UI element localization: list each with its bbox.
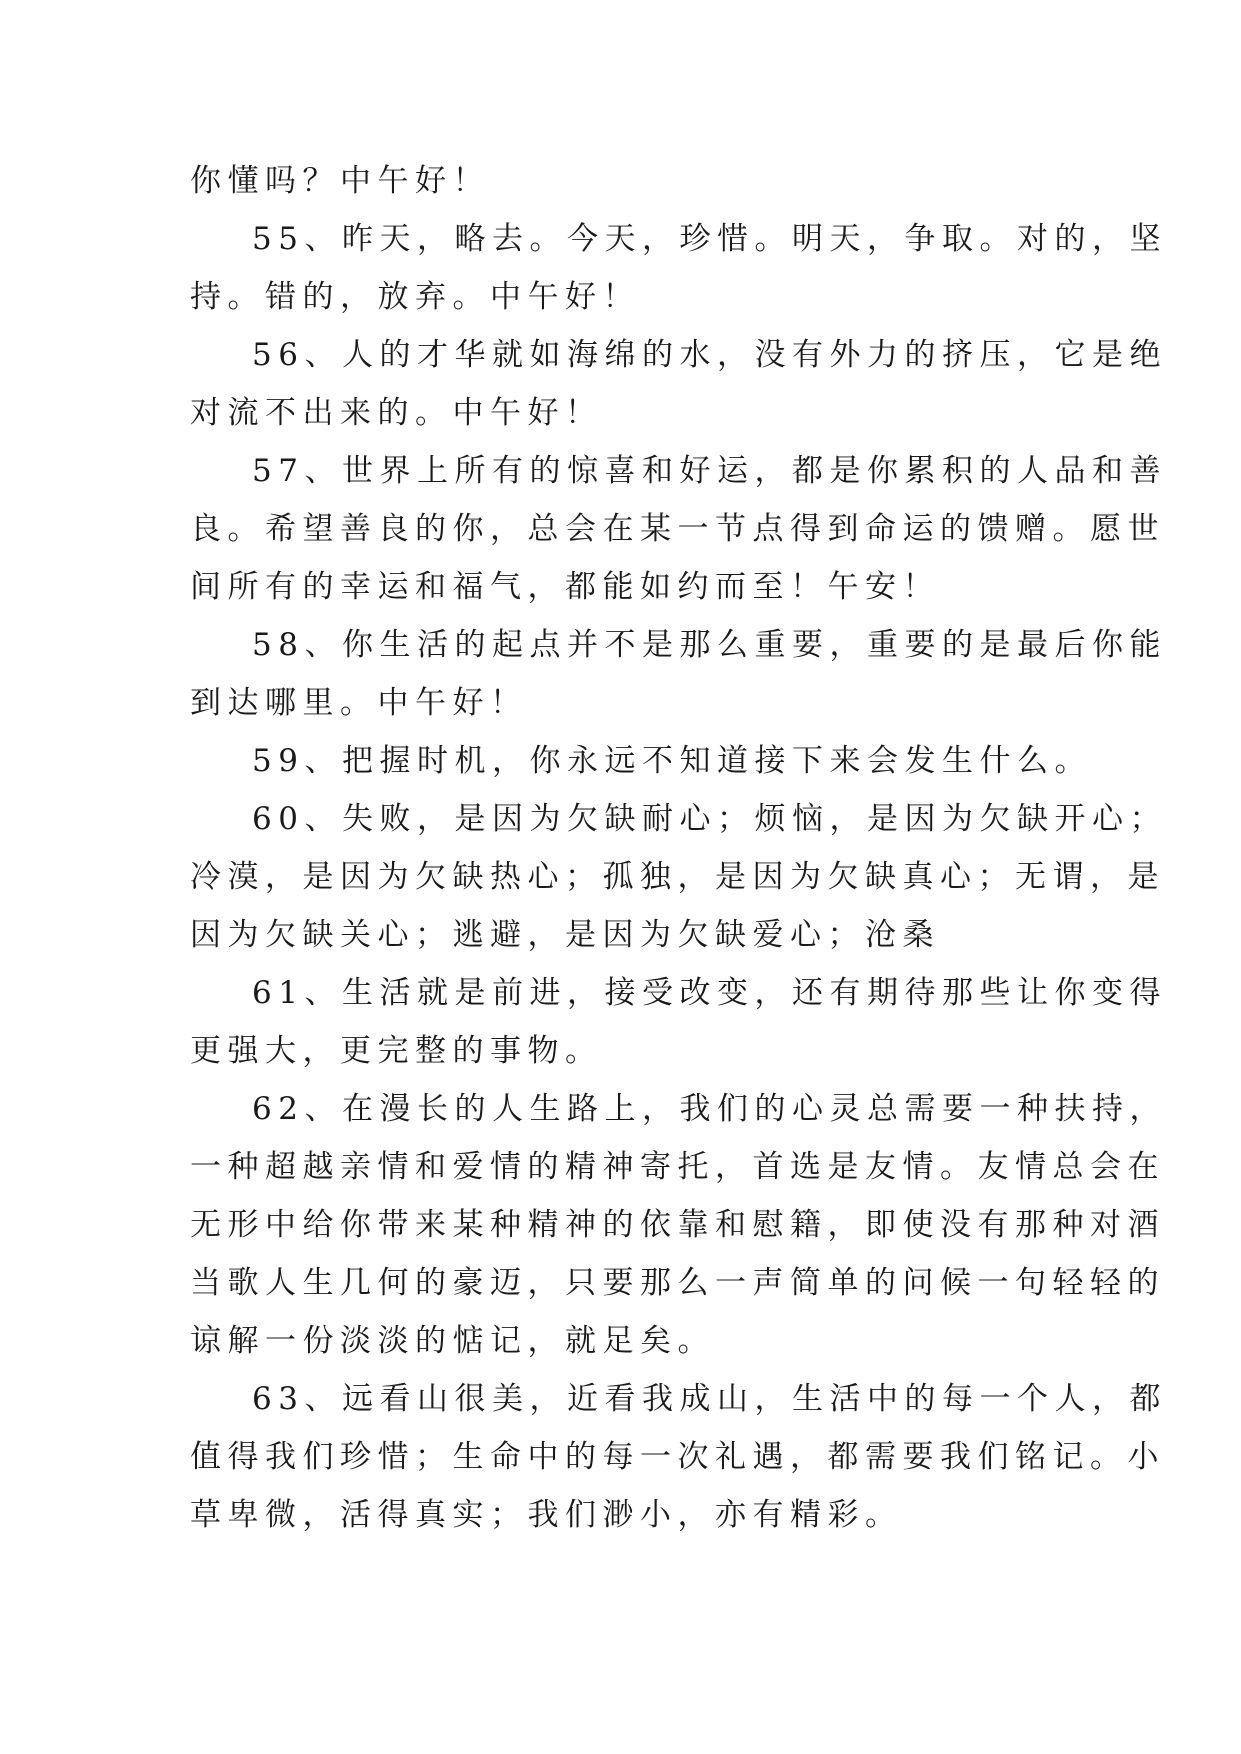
text-line: 55、昨天，略去。今天，珍惜。明天，争取。对的，坚 bbox=[252, 221, 1167, 257]
text-line: 一种超越亲情和爱情的精神寄托，首选是友情。友情总会在 bbox=[190, 1149, 1165, 1185]
text-line: 当歌人生几何的豪迈，只要那么一声简单的问候一句轻轻的 bbox=[190, 1265, 1165, 1301]
text-line: 61、生活就是前进，接受改变，还有期待那些让你变得 bbox=[252, 975, 1167, 1011]
text-line: 到达哪里。中午好！ bbox=[190, 685, 528, 721]
text-line: 59、把握时机，你永远不知道接下来会发生什么。 bbox=[252, 743, 1092, 779]
text-line: 58、你生活的起点并不是那么重要，重要的是最后你能 bbox=[252, 627, 1167, 663]
text-line: 良。希望善良的你，总会在某一节点得到命运的馈赠。愿世 bbox=[190, 511, 1165, 547]
text-line: 56、人的才华就如海绵的水，没有外力的挤压，它是绝 bbox=[252, 337, 1167, 373]
text-line: 持。错的，放弃。中午好！ bbox=[190, 279, 640, 315]
text-line: 更强大，更完整的事物。 bbox=[190, 1033, 603, 1069]
text-line: 间所有的幸运和福气，都能如约而至！午安！ bbox=[190, 569, 940, 605]
text-line: 冷漠，是因为欠缺热心；孤独，是因为欠缺真心；无谓，是 bbox=[190, 859, 1165, 895]
text-line: 63、远看山很美，近看我成山，生活中的每一个人，都 bbox=[252, 1381, 1167, 1417]
text-line: 因为欠缺关心；逃避，是因为欠缺爱心；沧桑 bbox=[190, 917, 940, 953]
text-line: 60、失败，是因为欠缺耐心；烦恼，是因为欠缺开心； bbox=[252, 801, 1167, 837]
text-line: 谅解一份淡淡的惦记，就足矣。 bbox=[190, 1323, 715, 1359]
document-body bbox=[190, 152, 1167, 1544]
text-line: 值得我们珍惜；生命中的每一次礼遇，都需要我们铭记。小 bbox=[190, 1439, 1165, 1475]
text-line: 57、世界上所有的惊喜和好运，都是你累积的人品和善 bbox=[252, 453, 1167, 489]
text-line: 你懂吗？中午好！ bbox=[190, 163, 490, 199]
text-line: 草卑微，活得真实；我们渺小，亦有精彩。 bbox=[190, 1497, 903, 1533]
text-line: 对流不出来的。中午好！ bbox=[190, 395, 603, 431]
text-line: 无形中给你带来某种精神的依靠和慰籍，即使没有那种对酒 bbox=[190, 1207, 1165, 1243]
text-line: 62、在漫长的人生路上，我们的心灵总需要一种扶持， bbox=[252, 1091, 1167, 1127]
